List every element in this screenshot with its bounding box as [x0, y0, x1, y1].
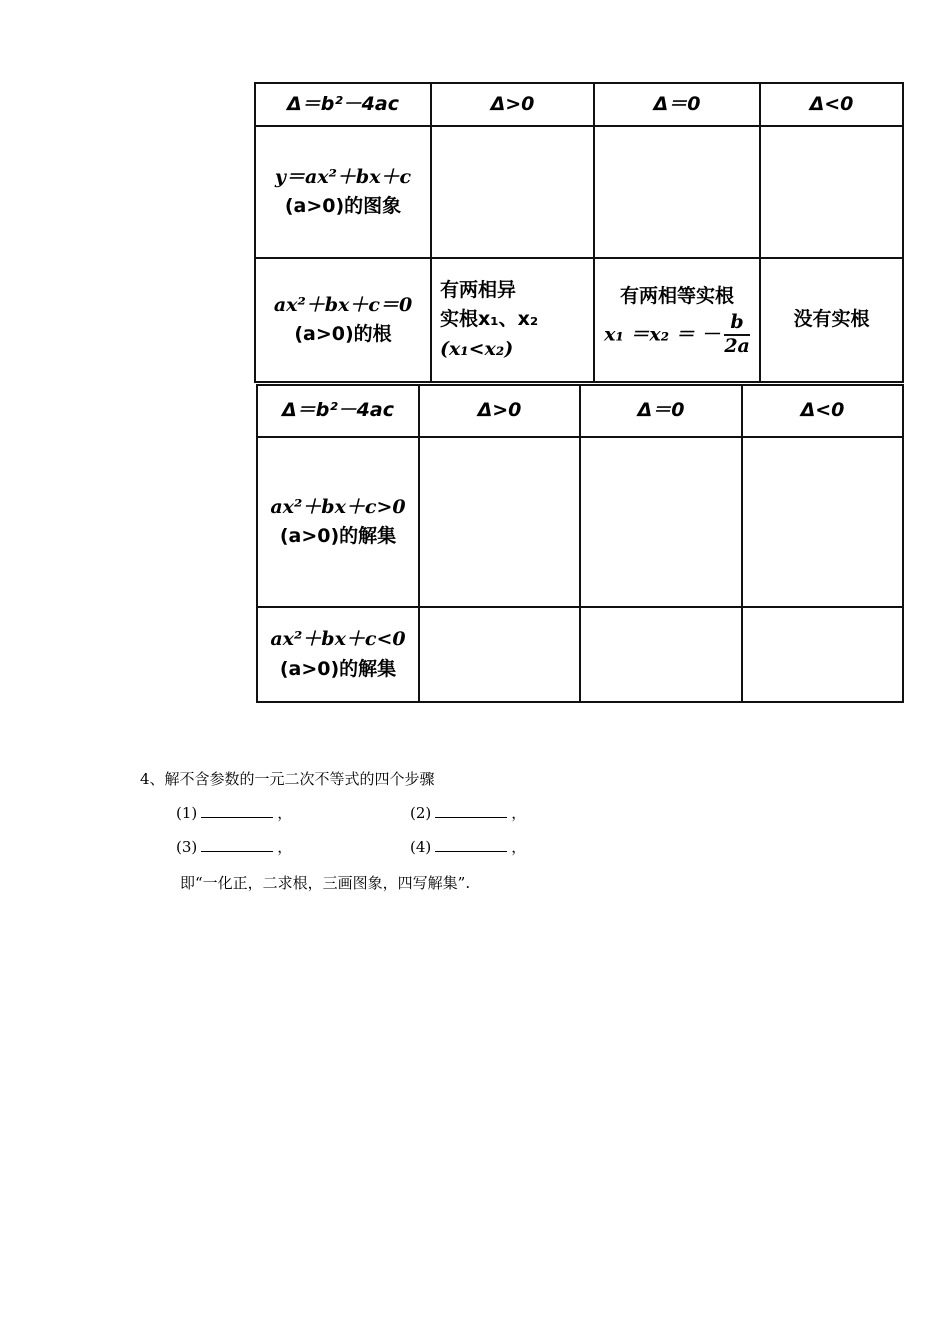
- roots-label-equation: ax²＋bx＋c＝0: [273, 293, 413, 316]
- table-header-row: [255, 83, 903, 126]
- header-discriminant: Δ＝b²－4ac: [257, 385, 419, 437]
- step-4: [410, 836, 526, 857]
- less-cell-negative: [742, 607, 903, 702]
- step-3-comma: ，: [277, 838, 293, 856]
- graph-cell-positive: [431, 126, 594, 258]
- header-zero: Δ＝0: [580, 385, 742, 437]
- greater-label-condition: (a>0)的解集: [279, 525, 397, 547]
- less-label-condition: (a>0)的解集: [279, 657, 397, 680]
- step-4-label: (4): [410, 838, 432, 856]
- step-2-comma: ，: [511, 804, 527, 822]
- roots-positive-line2: 实根x₁、x₂: [440, 308, 539, 331]
- section-4-title: 4、解不含参数的一元二次不等式的四个步骤: [140, 770, 435, 788]
- step-1: [176, 802, 292, 823]
- fraction-denominator: 2a: [724, 334, 750, 357]
- step-1-blank[interactable]: [201, 803, 273, 818]
- greater-cell-zero: [580, 437, 742, 607]
- table-header-row: [257, 385, 903, 437]
- roots-zero-line1: 有两相等实根: [619, 285, 734, 308]
- roots-zero-equation: x₁ ＝x₂ ＝ －: [604, 323, 721, 346]
- less-cell-positive: [419, 607, 580, 702]
- roots-label-condition: (a>0)的根: [294, 323, 392, 345]
- step-3: [176, 836, 292, 857]
- header-positive: Δ>0: [419, 385, 580, 437]
- table-row-greater: [257, 437, 903, 607]
- graph-label-condition: (a>0)的图象: [284, 195, 402, 217]
- greater-cell-positive: [419, 437, 580, 607]
- roots-zero-fraction: [724, 312, 750, 358]
- roots-cell-positive: [431, 258, 594, 382]
- roots-zero-formula: [599, 312, 755, 358]
- step-2-label: (2): [410, 804, 432, 822]
- less-label-equation: ax²＋bx＋c<0: [270, 628, 406, 651]
- header-discriminant: Δ＝b²－4ac: [255, 83, 431, 126]
- roots-cell-zero: [594, 258, 760, 382]
- step-4-comma: ，: [511, 838, 527, 856]
- step-2-blank[interactable]: [435, 803, 507, 818]
- header-positive: Δ>0: [431, 83, 594, 126]
- header-zero: Δ＝0: [594, 83, 760, 126]
- step-3-label: (3): [176, 838, 198, 856]
- header-negative: Δ<0: [742, 385, 903, 437]
- roots-positive-line3: (x₁<x₂): [440, 337, 514, 360]
- row-label-roots: [255, 258, 431, 382]
- roots-positive-line1: 有两相异: [440, 278, 517, 301]
- step-2: [410, 802, 526, 823]
- steps-summary: 即“一化正，二求根，三画图象，四写解集”.: [180, 874, 471, 892]
- discriminant-roots-table: [254, 82, 904, 383]
- roots-cell-negative: 没有实根: [760, 258, 903, 382]
- less-cell-zero: [580, 607, 742, 702]
- table-row-roots: [255, 258, 903, 382]
- greater-cell-negative: [742, 437, 903, 607]
- step-1-comma: ，: [277, 804, 293, 822]
- header-negative: Δ<0: [760, 83, 903, 126]
- table-row-less: [257, 607, 903, 702]
- row-label-greater: [257, 437, 419, 607]
- step-1-label: (1): [176, 804, 198, 822]
- row-label-less: [257, 607, 419, 702]
- graph-cell-zero: [594, 126, 760, 258]
- graph-cell-negative: [760, 126, 903, 258]
- step-3-blank[interactable]: [201, 837, 273, 852]
- graph-label-equation: y＝ax²＋bx＋c: [274, 165, 412, 188]
- greater-label-equation: ax²＋bx＋c>0: [270, 495, 406, 518]
- step-4-blank[interactable]: [435, 837, 507, 852]
- fraction-numerator: b: [724, 312, 750, 336]
- table-row-graph: [255, 126, 903, 258]
- row-label-graph: [255, 126, 431, 258]
- inequality-solution-table: [256, 384, 904, 703]
